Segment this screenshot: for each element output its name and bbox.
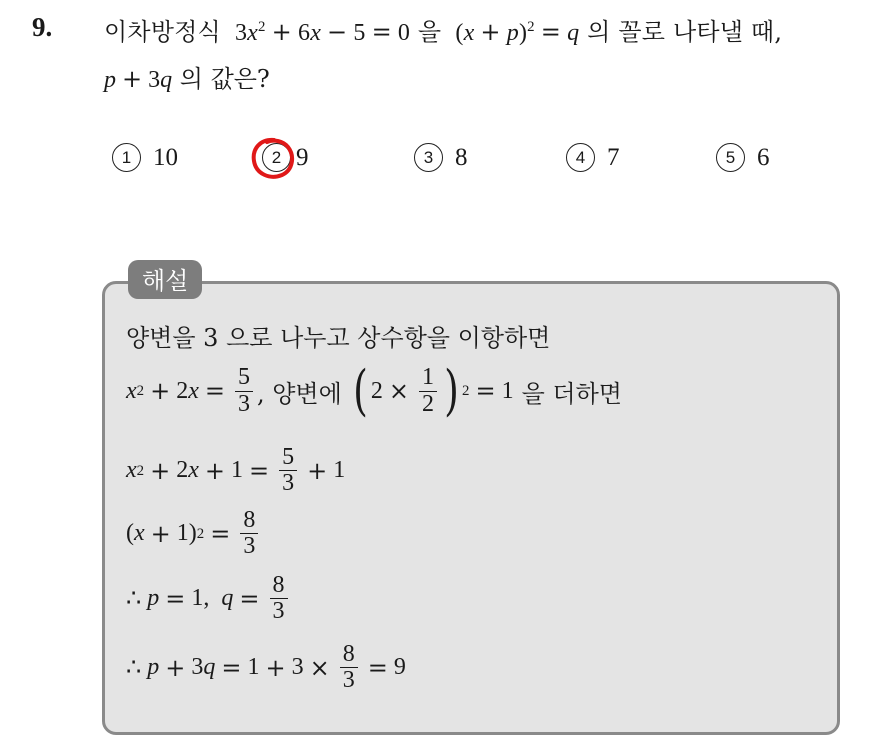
choice-1[interactable]: [112, 143, 178, 172]
solution-label: 해설: [128, 260, 202, 299]
solution-line-2-tail: 을 더하면: [521, 379, 622, 408]
choice-value-3: 8: [455, 143, 468, 171]
choice-marker-3: 3: [414, 143, 443, 172]
choice-marker-4: 4: [566, 143, 595, 172]
solution-line-6: ∴ p + 3 q = 1 + 3 × $\frac{8}{3}$ = 9: [126, 641, 406, 694]
solution-line-2: x 2 + 2 x = $\frac{5}{3}$ , 양변에 ( 2 × $\frac{1}{2}$ ) 2 = 1 을 더하면: [126, 359, 622, 422]
solution-line-3: x 2 + 2 x + 1 = $\frac{5}{3}$ + 1: [126, 444, 346, 497]
solution-line-5: ∴ p = 1, q = $\frac{8}{3}$: [126, 573, 292, 624]
choice-marker-2: 2: [262, 143, 291, 172]
choice-value-5: 6: [757, 143, 770, 171]
question-form-text: 의 꼴로 나타낼 때,: [587, 18, 783, 46]
choice-value-2: 9: [296, 143, 309, 171]
question-number: 9.: [32, 12, 53, 42]
solution-line-1: 양변을 3 으로 나누고 상수항을 이항하면: [126, 324, 551, 352]
solution-line-4: ( x + 1) 2 = $\frac{8}{3}$: [126, 508, 262, 559]
choice-3[interactable]: [414, 143, 468, 172]
question-text-line-2: p + 3q 의 값은?: [104, 65, 270, 93]
choice-value-1: 10: [153, 143, 178, 171]
solution-line-2-text: , 양변에: [256, 379, 342, 408]
question-ask: 의 값은?: [179, 65, 270, 93]
question-text-line-1: 이차방정식 $3x^2 + 6x - 5 = 0$ 을 $(x + p)^2 = q$ 의 꼴로 나타낼 때,: [104, 18, 783, 46]
choice-5[interactable]: [716, 143, 770, 172]
question-intro: 이차방정식: [104, 18, 221, 46]
choice-marker-1: 1: [112, 143, 141, 172]
question-middle: 을: [417, 18, 442, 46]
choice-marker-5: 5: [716, 143, 745, 172]
choice-4[interactable]: [566, 143, 620, 172]
answer-circle-mark: [248, 134, 298, 184]
choice-value-4: 7: [607, 143, 620, 171]
